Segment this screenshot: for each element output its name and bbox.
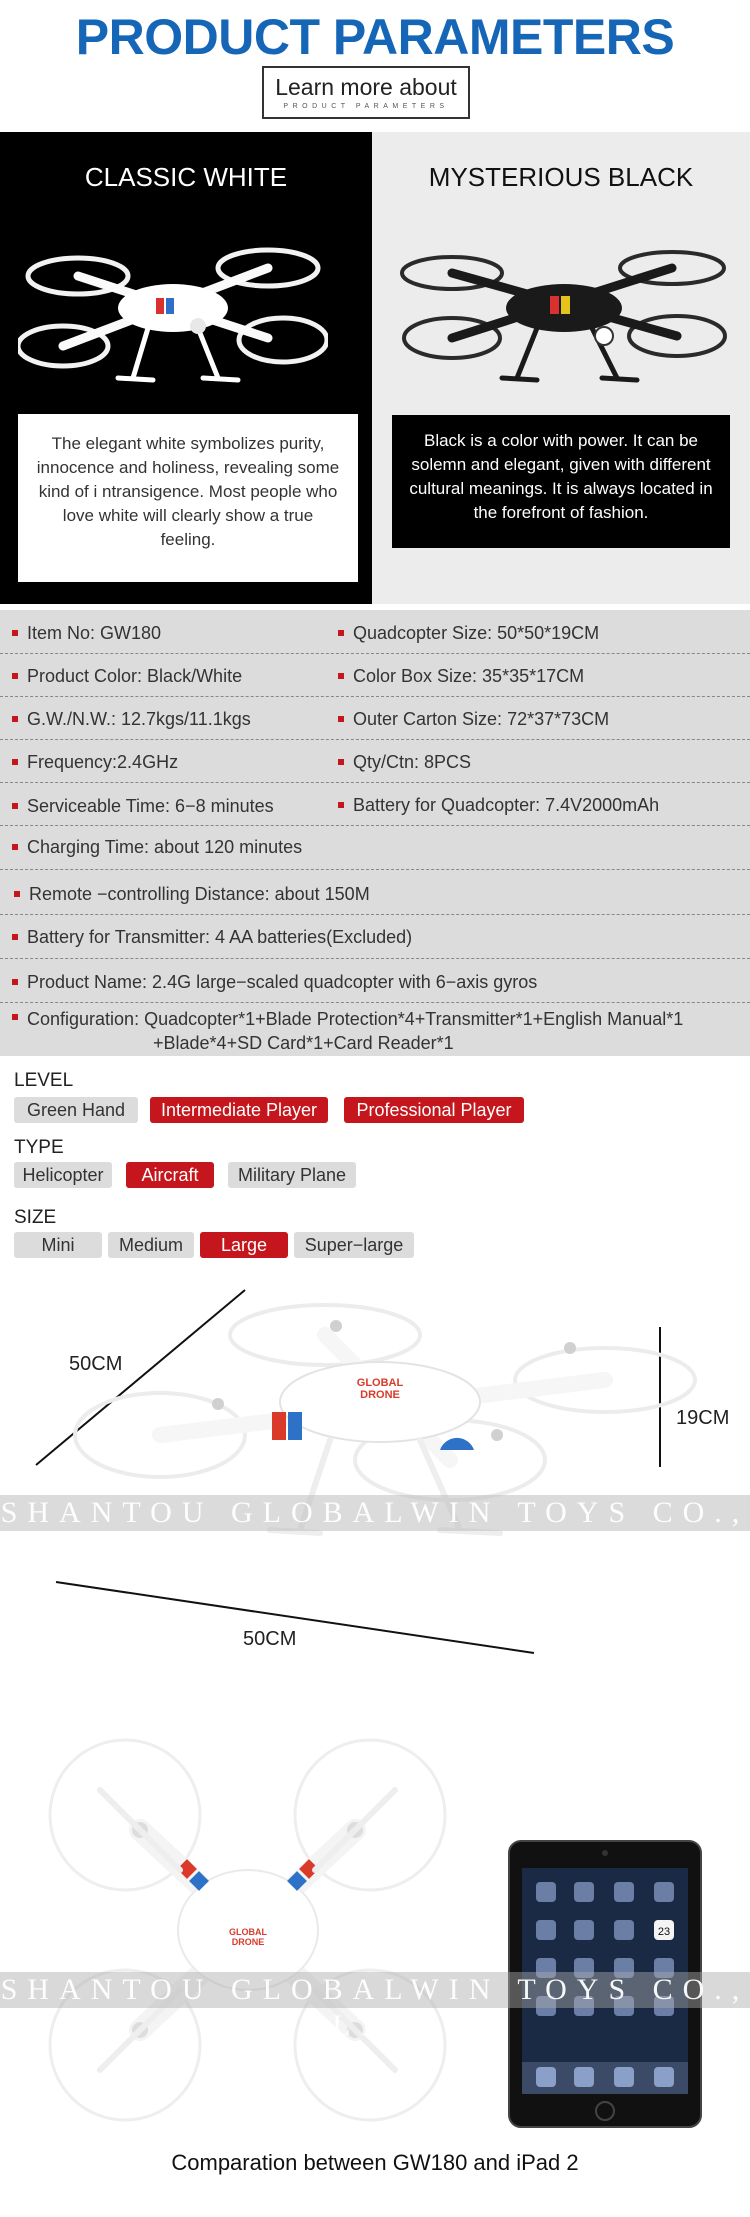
spec-battery-quadcopter: Battery for Quadcopter: 7.4V2000mAh [353,795,659,816]
classic-white-title: CLASSIC WHITE [84,162,288,192]
bullet-icon [12,759,18,765]
bullet-icon [12,803,18,809]
watermark-text-lower: SHANTOU GLOBALWIN TOYS CO., LTD [0,1973,750,2042]
spec-row [0,1003,750,1056]
bullet-icon [338,802,344,808]
spec-row [0,610,750,654]
size-label: SIZE [14,1207,57,1228]
spec-weight: G.W./N.W.: 12.7kgs/11.1kgs [27,709,251,730]
level-label: LEVEL [14,1070,74,1091]
level-option-green-hand[interactable]: Green Hand [14,1097,138,1123]
bullet-icon [12,979,18,985]
spec-table [0,610,750,1056]
black-drone-image [392,228,732,398]
spec-outer-carton: Outer Carton Size: 72*37*73CM [353,709,609,730]
spec-row [0,959,750,1003]
spec-row [0,654,750,697]
bullet-icon [12,716,18,722]
size-option-super-large[interactable]: Super−large [294,1232,414,1258]
learn-more-sublabel: PRODUCT PARAMETERS [283,103,449,110]
spec-row [0,697,750,740]
spec-serviceable-time: Serviceable Time: 6−8 minutes [27,796,274,817]
page-title: PRODUCT PARAMETERS [75,9,675,65]
size-option-large[interactable]: Large [200,1232,288,1258]
dimension-length-label: 50CM [69,1353,123,1375]
bullet-icon [12,844,18,850]
learn-more-label: Learn more about [275,74,457,100]
bullet-icon [338,759,344,765]
type-label: TYPE [14,1137,64,1158]
type-option-aircraft[interactable]: Aircraft [126,1162,214,1188]
mysterious-black-title: MYSTERIOUS BLACK [428,162,694,192]
watermark-text: SHANTOU GLOBALWIN TOYS CO., LTD [0,1496,750,1565]
watermark-band [0,1495,750,1565]
bullet-icon [12,934,18,940]
dimension-drone-image [0,1280,750,1680]
bullet-icon [338,630,344,636]
mysterious-black-panel [372,132,750,604]
dimension-width-label: 50CM [243,1628,297,1650]
white-drone-image [18,228,328,398]
top-view-drone-logo-line2: DRONE [231,1937,265,1947]
bullet-icon [14,891,20,897]
mysterious-black-description: Black is a color with power. It can be solemn and elegant, given with different cultural meanings. It is always located in the forefront of fashion. [392,415,730,548]
spec-item-no: Item No: GW180 [27,623,161,644]
spec-row [0,783,750,826]
spec-charging-time: Charging Time: about 120 minutes [27,837,302,858]
bullet-icon [12,673,18,679]
classic-white-description: The elegant white symbolizes purity, innocence and holiness, revealing some kind of i ntransigence. Most people who love white will clearly show a true feeling. [18,414,358,582]
spec-row [0,870,750,915]
top-view-drone-logo-line1: GLOBAL [229,1927,267,1937]
size-option-mini[interactable]: Mini [14,1232,102,1258]
classic-white-panel [0,132,372,604]
spec-row [0,740,750,783]
bullet-icon [12,630,18,636]
spec-battery-transmitter: Battery for Transmitter: 4 AA batteries(Excluded) [27,927,412,948]
dimension-drone-logo-line2: DRONE [360,1389,400,1401]
spec-row [0,915,750,959]
spec-remote-distance: Remote −controlling Distance: about 150M [29,884,370,905]
watermark-band-lower [0,1972,750,2042]
dimension-drone-logo-line1: GLOBAL [356,1377,404,1389]
spec-quadcopter-size: Quadcopter Size: 50*50*19CM [353,623,599,644]
bullet-icon [12,1014,18,1020]
spec-row [0,826,750,870]
spec-product-color: Product Color: Black/White [27,666,242,687]
compare-caption: Comparation between GW180 and iPad 2 [171,2150,579,2175]
spec-qty-ctn: Qty/Ctn: 8PCS [353,752,471,773]
bullet-icon [338,716,344,722]
dimension-height-label: 19CM [676,1407,730,1429]
type-option-helicopter[interactable]: Helicopter [14,1162,112,1188]
level-option-professional-player[interactable]: Professional Player [344,1097,524,1123]
spec-product-name: Product Name: 2.4G large−scaled quadcopter with 6−axis gyros [27,972,537,993]
type-option-military-plane[interactable]: Military Plane [228,1162,356,1188]
ipad-calendar-day: 23 [657,1926,671,1938]
size-option-medium[interactable]: Medium [108,1232,194,1258]
bullet-icon [338,673,344,679]
learn-more-box [262,66,470,119]
spec-frequency: Frequency:2.4GHz [27,752,178,773]
level-option-intermediate-player[interactable]: Intermediate Player [150,1097,328,1123]
spec-color-box-size: Color Box Size: 35*35*17CM [353,666,584,687]
top-view-drone-image [40,1730,460,2130]
spec-configuration: Configuration: Quadcopter*1+Blade Protection*4+Transmitter*1+English Manual*1 +Blade*4+SD Card*1+Card Reader*1 [27,1007,745,1055]
